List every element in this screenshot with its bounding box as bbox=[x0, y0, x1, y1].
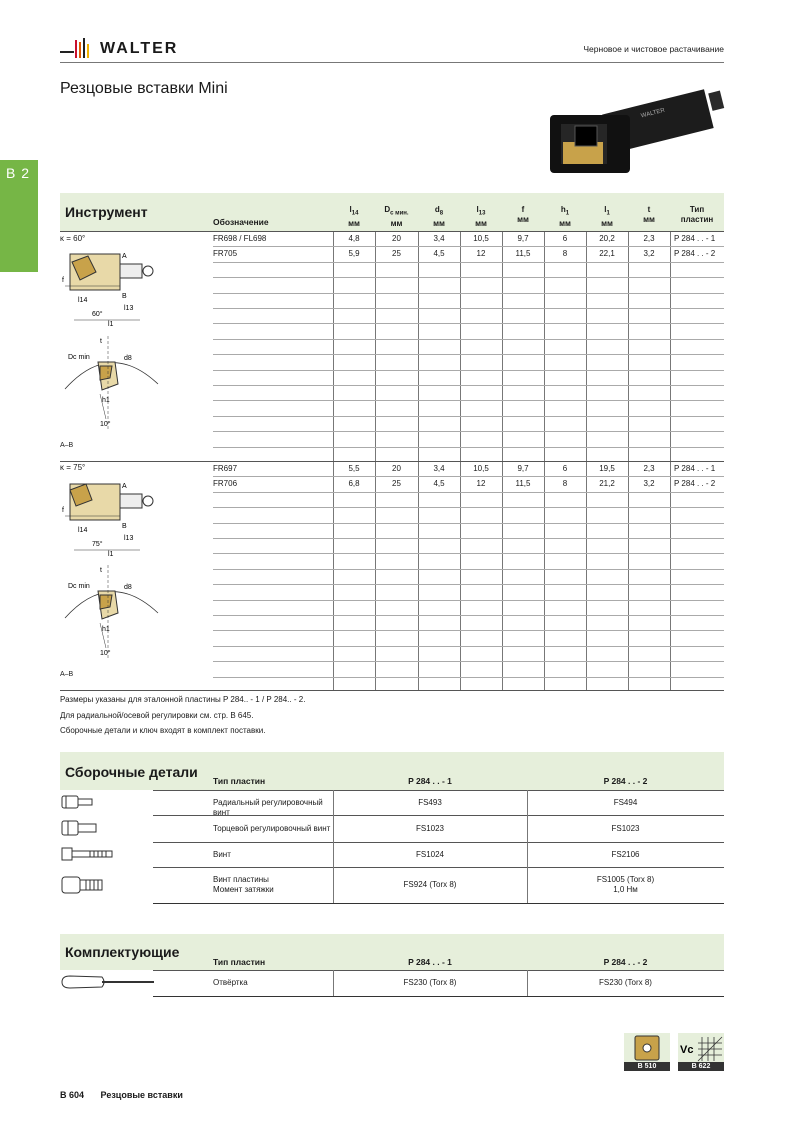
table-bottom bbox=[153, 996, 724, 997]
column-header bbox=[418, 205, 460, 229]
screw-icon bbox=[60, 845, 122, 870]
row-divider bbox=[213, 400, 724, 401]
table-cell: 8 bbox=[562, 249, 568, 259]
tool-section-view-75 bbox=[60, 563, 160, 663]
instrument-title: Инструмент bbox=[65, 204, 148, 220]
column-divider bbox=[527, 815, 528, 842]
row-divider bbox=[213, 615, 724, 616]
column-subscript: 13 bbox=[478, 210, 486, 217]
insert-type: P 284 . . - 2 bbox=[674, 249, 716, 259]
table-cell: 22,1 bbox=[599, 249, 615, 259]
svg-text:f: f bbox=[62, 507, 64, 514]
table-bottom bbox=[60, 690, 724, 691]
insert-type: P 284 . . - 1 bbox=[674, 234, 716, 243]
section-ab-label: A–B bbox=[60, 442, 74, 449]
row-divider bbox=[153, 842, 724, 843]
column-symbol: l bbox=[604, 205, 607, 214]
badge-insert[interactable] bbox=[624, 1033, 670, 1071]
column-divider bbox=[333, 867, 334, 903]
row-divider bbox=[213, 553, 724, 554]
cutting-data-icon bbox=[678, 1033, 724, 1063]
row-divider bbox=[213, 370, 724, 371]
insert-screw-icon bbox=[60, 875, 122, 900]
column-header bbox=[460, 205, 502, 229]
badge-cutting-data-label: B 622 bbox=[678, 1062, 724, 1071]
row-divider bbox=[213, 385, 724, 386]
part-code bbox=[527, 850, 724, 860]
column-header bbox=[502, 205, 544, 225]
row-divider bbox=[213, 538, 724, 539]
table-cell: 6 bbox=[562, 464, 568, 473]
column-header bbox=[544, 205, 586, 229]
table-cell: 3,2 bbox=[643, 479, 655, 489]
column-unit: мм bbox=[517, 215, 529, 224]
svg-text:10°: 10° bbox=[100, 650, 111, 657]
table-cell: 4,8 bbox=[348, 234, 360, 243]
table-cell: 2,3 bbox=[643, 234, 655, 243]
row-divider bbox=[213, 339, 724, 340]
column-unit: мм bbox=[390, 218, 403, 228]
table-cell: 5,9 bbox=[348, 249, 360, 259]
table-cell: 20,2 bbox=[599, 234, 615, 243]
part-code: FS1024 bbox=[415, 849, 445, 859]
row-divider bbox=[213, 308, 724, 309]
svg-text:d8: d8 bbox=[124, 584, 132, 591]
chapter-tab-label: B 2 bbox=[6, 165, 31, 181]
part-code bbox=[527, 798, 724, 808]
column-unit: мм bbox=[433, 218, 445, 228]
row-divider bbox=[213, 630, 724, 631]
column-divider bbox=[527, 970, 528, 996]
part-code: FS1023 bbox=[415, 823, 445, 833]
group-divider bbox=[60, 461, 724, 462]
column-symbol: l bbox=[476, 205, 479, 214]
part-code: FS493 bbox=[418, 797, 442, 807]
table-cell: 12 bbox=[476, 479, 486, 489]
column-symbol: t bbox=[647, 205, 651, 214]
footer bbox=[60, 1090, 197, 1100]
accessories-type-label: Тип пластин bbox=[213, 957, 266, 967]
table-cell: 4,5 bbox=[433, 479, 445, 489]
section-title: Черновое и чистовое растачивание bbox=[583, 44, 724, 54]
row-divider bbox=[213, 416, 724, 417]
accessories-col2-header: P 284 . . - 2 bbox=[603, 957, 648, 967]
svg-text:60°: 60° bbox=[92, 311, 103, 318]
row-divider bbox=[213, 476, 724, 477]
angle-label-60: κ = 60° bbox=[60, 234, 86, 243]
part-label-line: Отвёртка bbox=[213, 978, 248, 987]
badge-insert-label: B 510 bbox=[624, 1062, 670, 1071]
tool-section-view-60 bbox=[60, 334, 160, 434]
part-code-line: FS494 bbox=[613, 797, 638, 807]
note-line: Для радиальной/осевой регулировки см. стр. B 645. bbox=[60, 710, 254, 720]
row-divider bbox=[213, 523, 724, 524]
tool-designation: FR697 bbox=[213, 464, 238, 473]
tool-designation: FR706 bbox=[213, 479, 238, 489]
svg-text:t: t bbox=[100, 567, 102, 574]
svg-text:t: t bbox=[100, 338, 102, 345]
column-symbol: D bbox=[384, 205, 391, 214]
radial-screw-icon bbox=[60, 793, 122, 818]
row-divider bbox=[213, 492, 724, 493]
table-cell: 12 bbox=[476, 249, 486, 259]
part-label bbox=[213, 875, 331, 895]
walter-logo bbox=[60, 38, 178, 60]
table-bottom bbox=[153, 903, 724, 904]
accessories-col1-header: P 284 . . - 1 bbox=[408, 957, 452, 967]
table-cell: 3,4 bbox=[433, 234, 445, 243]
column-divider bbox=[527, 790, 528, 815]
svg-text:l1: l1 bbox=[108, 321, 114, 328]
svg-text:75°: 75° bbox=[92, 541, 103, 548]
table-cell: 21,2 bbox=[599, 479, 615, 489]
part-code-line: FS2106 bbox=[611, 849, 640, 859]
table-cell: 9,7 bbox=[517, 234, 529, 243]
part-label bbox=[213, 978, 331, 988]
column-divider bbox=[333, 815, 334, 842]
designation-header: Обозначение bbox=[213, 217, 269, 227]
group-divider bbox=[60, 231, 724, 232]
insert-type: P 284 . . - 1 bbox=[674, 464, 716, 473]
table-cell: 20 bbox=[392, 464, 401, 473]
table-cell: 9,7 bbox=[517, 464, 529, 473]
page-number: B 604 bbox=[60, 1090, 85, 1100]
tool-top-view-60 bbox=[60, 246, 160, 332]
svg-text:f: f bbox=[62, 277, 64, 284]
column-subscript: 1 bbox=[606, 210, 610, 217]
part-label-line: Радиальный регулировочный винт bbox=[213, 797, 323, 817]
column-divider bbox=[333, 790, 334, 815]
table-cell: 10,5 bbox=[473, 234, 489, 243]
angle-label-75: κ = 75° bbox=[60, 463, 86, 472]
column-divider bbox=[527, 842, 528, 867]
column-header bbox=[333, 205, 375, 229]
svg-text:h1: h1 bbox=[102, 626, 110, 633]
column-symbol: d bbox=[434, 205, 440, 214]
row-divider bbox=[213, 569, 724, 570]
row-divider bbox=[213, 246, 724, 247]
part-code: FS230 (Torx 8) bbox=[403, 978, 457, 987]
row-divider bbox=[213, 677, 724, 678]
column-symbol: l bbox=[349, 205, 352, 214]
chapter-tab bbox=[0, 160, 38, 272]
vc-mark: Vc bbox=[680, 1044, 694, 1056]
column-divider bbox=[333, 970, 334, 996]
part-label bbox=[213, 850, 331, 860]
table-cell: 2,3 bbox=[643, 464, 655, 473]
accessories-title: Комплектующие bbox=[65, 944, 180, 960]
row-divider bbox=[153, 790, 724, 791]
column-header bbox=[375, 205, 418, 229]
part-label-line: Винт bbox=[213, 849, 231, 859]
svg-text:WALTER: WALTER bbox=[640, 107, 666, 120]
row-divider bbox=[213, 507, 724, 508]
row-divider bbox=[153, 815, 724, 816]
part-code-line: FS1023 bbox=[611, 823, 640, 833]
part-code bbox=[527, 875, 724, 895]
svg-text:l14: l14 bbox=[78, 297, 88, 304]
column-subscript: 1 bbox=[565, 210, 570, 217]
part-label-line: Момент затяжки bbox=[213, 885, 274, 894]
notes bbox=[60, 692, 305, 739]
table-cell: 11,5 bbox=[515, 249, 531, 259]
svg-text:Dc min: Dc min bbox=[68, 583, 90, 590]
tool-designation: FR698 / FL698 bbox=[213, 234, 267, 243]
footer-title: Резцовые вставки bbox=[100, 1090, 183, 1100]
table-cell: 3,2 bbox=[643, 249, 655, 259]
note-line: Размеры указаны для эталонной пластины P 284.. - 1 / P 284.. - 2. bbox=[60, 695, 306, 704]
face-screw-icon bbox=[60, 819, 122, 844]
table-cell: 6 bbox=[562, 234, 568, 243]
insert-type: P 284 . . - 2 bbox=[674, 479, 716, 489]
svg-text:A: A bbox=[122, 253, 127, 260]
svg-text:h1: h1 bbox=[102, 397, 110, 404]
walter-logo-mark-icon bbox=[60, 38, 94, 60]
row-divider bbox=[213, 262, 724, 263]
svg-text:A: A bbox=[122, 483, 127, 490]
type-column-header bbox=[670, 205, 724, 225]
type-header-line: пластин bbox=[680, 215, 714, 224]
assembly-title: Сборочные детали bbox=[65, 764, 198, 780]
column-divider bbox=[333, 842, 334, 867]
row-divider bbox=[213, 277, 724, 278]
table-cell: 19,5 bbox=[599, 464, 615, 473]
part-code-line: FS230 (Torx 8) bbox=[599, 978, 652, 987]
note-line: Сборочные детали и ключ входят в комплект поставки. bbox=[60, 726, 266, 735]
assembly-col1-header: P 284 . . - 1 bbox=[408, 776, 452, 786]
walter-wordmark: WALTER bbox=[100, 40, 179, 57]
tool-designation: FR705 bbox=[213, 249, 238, 259]
column-subscript: c мин. bbox=[390, 210, 409, 217]
table-cell: 25 bbox=[392, 479, 401, 489]
column-subscript: 8 bbox=[439, 210, 444, 217]
row-divider bbox=[213, 600, 724, 601]
row-divider bbox=[213, 323, 724, 324]
row-divider bbox=[153, 970, 724, 971]
badge-cutting-data[interactable] bbox=[678, 1033, 724, 1071]
table-cell: 20 bbox=[392, 234, 401, 243]
column-header bbox=[628, 205, 670, 225]
column-subscript: 14 bbox=[351, 210, 359, 217]
table-cell: 11,5 bbox=[515, 479, 531, 489]
column-divider bbox=[527, 867, 528, 903]
svg-text:l14: l14 bbox=[78, 527, 88, 534]
svg-text:l1: l1 bbox=[108, 551, 114, 558]
part-label-line: Торцевой регулировочный винт bbox=[213, 823, 331, 833]
part-code: FS924 (Torx 8) bbox=[403, 880, 457, 889]
svg-text:B: B bbox=[122, 523, 127, 530]
column-unit: мм bbox=[475, 218, 487, 228]
part-code-line: 1,0 Нм bbox=[613, 885, 638, 894]
accessories-section-header bbox=[60, 934, 724, 970]
row-divider bbox=[213, 584, 724, 585]
table-cell: 25 bbox=[392, 249, 401, 259]
table-cell: 8 bbox=[562, 479, 568, 489]
assembly-col2-header: P 284 . . - 2 bbox=[603, 776, 648, 786]
section-ab-label: A–B bbox=[60, 671, 74, 678]
svg-text:Dc min: Dc min bbox=[68, 354, 90, 361]
row-divider bbox=[213, 293, 724, 294]
column-unit: мм bbox=[601, 218, 613, 228]
tool-top-view-75 bbox=[60, 476, 160, 562]
table-cell: 4,5 bbox=[433, 249, 445, 259]
part-code bbox=[527, 978, 724, 988]
page-title: Резцовые вставки Mini bbox=[60, 80, 228, 97]
row-divider bbox=[213, 447, 724, 448]
svg-text:l13: l13 bbox=[124, 305, 134, 312]
column-symbol: h bbox=[560, 205, 566, 214]
type-header-line: Тип bbox=[689, 205, 705, 214]
insert-icon bbox=[624, 1033, 670, 1063]
part-code-line: FS1005 (Torx 8) bbox=[596, 875, 655, 884]
part-label-line: Винт пластины bbox=[213, 875, 269, 884]
row-divider bbox=[213, 646, 724, 647]
column-symbol: f bbox=[521, 205, 525, 214]
row-divider bbox=[213, 661, 724, 662]
row-divider bbox=[153, 867, 724, 868]
table-cell: 6,8 bbox=[348, 479, 360, 489]
column-unit: мм bbox=[348, 218, 360, 228]
table-cell: 10,5 bbox=[473, 464, 489, 473]
svg-text:d8: d8 bbox=[124, 355, 132, 362]
assembly-section-header bbox=[60, 752, 724, 790]
part-code bbox=[527, 824, 724, 834]
table-cell: 3,4 bbox=[433, 464, 445, 473]
column-header bbox=[586, 205, 628, 229]
column-unit: мм bbox=[643, 215, 655, 224]
table-cell: 5,5 bbox=[348, 464, 360, 473]
row-divider bbox=[213, 354, 724, 355]
svg-text:B: B bbox=[122, 293, 127, 300]
row-divider bbox=[213, 431, 724, 432]
product-image bbox=[545, 80, 730, 180]
svg-text:l13: l13 bbox=[124, 535, 134, 542]
svg-text:10°: 10° bbox=[100, 421, 111, 428]
column-unit: мм bbox=[559, 218, 571, 228]
assembly-type-label: Тип пластин bbox=[213, 776, 266, 786]
header-divider bbox=[60, 62, 724, 63]
screwdriver-icon bbox=[60, 973, 156, 998]
part-label bbox=[213, 824, 331, 834]
